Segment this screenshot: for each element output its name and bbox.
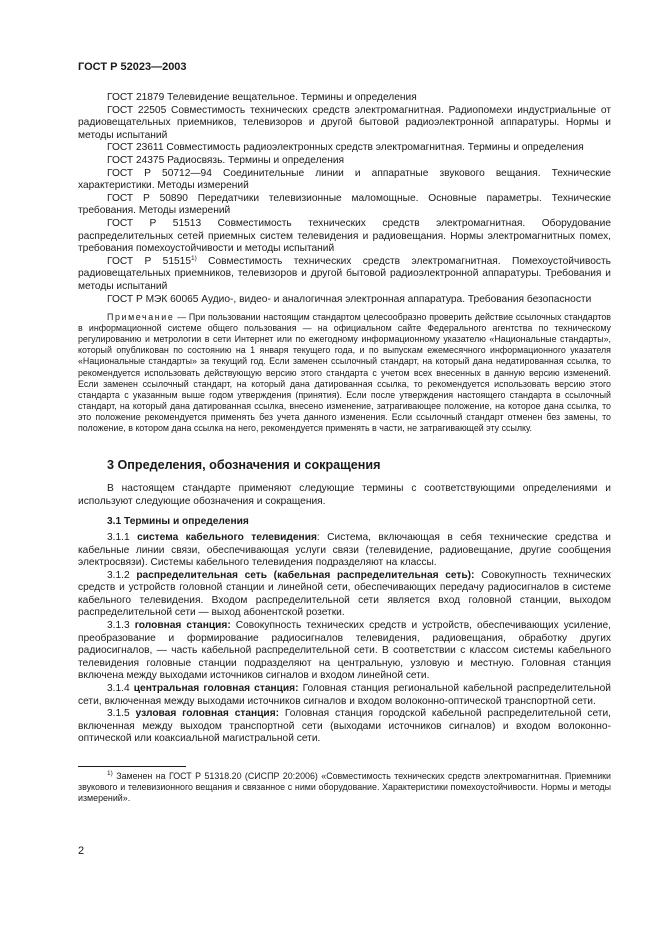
term-name: головная станция: (134, 620, 231, 632)
footnote-body: Заменен на ГОСТ Р 51318.20 (СИСПР 20:2006) «Совместимость технических средств электромагнитная. Приемники звукового и телевизионного вещания и связанное с ними оборудование. Характеристики помехоустойчивости. Нормы и методы измерений». (78, 771, 611, 804)
section-3-intro: В настоящем стандарте применяют следующие термины с соответствующими определениями и используют следующие обозначения и сокращения. (78, 483, 611, 507)
term-definition: : Система, включающая в себя технические средства и кабельные линии связи, обеспечивающая услуги связи (телевидение, радиовещание, другие сообщения электросвязи). Системы кабельного телевидения подразделяют на классы. (78, 531, 611, 569)
note-text: — При пользовании настоящим стандартом целесообразно проверить действие ссылочных стандартов в информационной системе общего пользования — на официальном сайте Федерального агентства по техническому регулированию и метрологии в сети Интернет или по ежегодному информационному указателю «Национальные стандарты», который опубликован по состоянию на 1 января текущего года, и по выпускам ежемесячного информационного указателя «Национальные стандарты» за текущий год. Если заменен ссылочный стандарт, на который дана недатированная ссылка, то рекомендуется использовать действующую версию этого стандарта с учетом всех внесенных в данную версию изменений. Если заменен ссылочный стандарт, на который дана датированная ссылка, то рекомендуется использовать версию этого стандарта с указанным выше годом утверждения (принятия). Если после утверждения настоящего стандарта в ссылочный стандарт, на который дана датированная ссылка, внесено изменение, затрагивающее положение, на которое дана ссылка, то это положение рекомендуется применять без учета данного изменения. Если ссылочный стандарт отменен без замены, то положение, в котором дана ссылка на него, рекомендуется применять в части, не затрагивающей эту ссылку. (78, 312, 611, 434)
note-label: Примечание (107, 312, 175, 323)
footnote-text (78, 771, 611, 805)
term-name: узловая головная станция: (135, 708, 280, 720)
term-number: 3.1.1 (107, 531, 138, 543)
ref-gost-r-iec-60065: ГОСТ Р МЭК 60065 Аудио-, видео- и аналогичная электронная аппаратура. Требования безопасности (107, 293, 592, 305)
ref-gost-r-51513: ГОСТ Р 51513 Совместимость технических средств электромагнитная. Оборудование распределительных сетей приемных систем телевидения и радиовещания. Нормы электромагнитных помех, требования помехоустойчивости и методы испытаний (78, 217, 611, 255)
footnote (78, 771, 611, 805)
term-3-1-3 (78, 620, 611, 683)
note-paragraph (78, 312, 611, 434)
term-name: система кабельного телевидения (137, 531, 317, 543)
term-name: центральная головная станция: (133, 683, 299, 695)
page-header: ГОСТ Р 52023—2003 (78, 61, 187, 73)
term-3-1-2 (78, 570, 611, 620)
term-number: 3.1.5 (107, 708, 136, 720)
footnote-mark: 1) (107, 770, 113, 777)
term-definition: Головная станция городской кабельной распределительной сети, включенная между выходом транспортной сети (выходами источников сигналов) и входом волоконно-оптической или коаксиальной магистральной сети. (78, 708, 611, 745)
ref-gost-r-50890: ГОСТ Р 50890 Передатчики телевизионные маломощные. Основные параметры. Технические требования. Методы измерений (78, 192, 611, 217)
term-number: 3.1.2 (107, 569, 137, 581)
section-3-title: 3 Определения, обозначения и сокращения (107, 458, 381, 473)
ref-gost-21879: ГОСТ 21879 Телевидение вещательное. Термины и определения (107, 92, 417, 103)
ref-gost-23611: ГОСТ 23611 Совместимость радиоэлектронных средств электромагнитная. Термины и определения (107, 142, 584, 154)
ref-gost-24375: ГОСТ 24375 Радиосвязь. Термины и определения (107, 154, 345, 166)
ref-gost-r-50712: ГОСТ Р 50712—94 Соединительные линии и аппаратные звукового вещания. Технические характеристики. Методы измерений (78, 167, 611, 192)
term-number: 3.1.4 (107, 683, 134, 695)
ref-code: ГОСТ Р 51515 (107, 255, 191, 267)
term-3-1-1 (78, 532, 611, 570)
term-3-1-5 (78, 708, 611, 746)
footnote-ref-mark: 1) (190, 254, 197, 262)
term-name: распределительная сеть (кабельная распределительная сеть): (136, 569, 475, 581)
subsection-3-1-title: 3.1 Термины и определения (107, 516, 249, 528)
term-3-1-4 (78, 683, 611, 708)
footnote-divider (78, 766, 186, 767)
page-number: 2 (78, 845, 85, 857)
term-number: 3.1.3 (107, 620, 135, 632)
term-definition: Головная станция региональной кабельной распределительной сети, включенная между выходами источников сигналов и входом волоконно-оптической транспортной сети. (78, 683, 611, 707)
ref-gost-22505: ГОСТ 22505 Совместимость технических средств электромагнитная. Радиопомехи индустриальные от радиовещательных приемников, телевизоров и другой бытовой радиоэлектронной аппаратуры. Нормы и методы испытаний (78, 104, 611, 141)
term-definition: Совокупность технических средств и устройств головной станции и линейной сети, обеспечивающих передачу радиосигналов в системе кабельного телевидения. Входом распределительной сети является вход головной станции, выходом распределительной сети — выход абонентской розетки. (78, 569, 611, 619)
ref-gost-r-51515 (78, 256, 611, 294)
ref-title: Совместимость технических средств электромагнитная. Помехоустойчивость радиовещательных приемников, телевизоров и другой бытовой радиоэлектронной аппаратуры. Требования и методы испытаний (78, 255, 611, 292)
term-definition: Совокупность технических средств и устройств, обеспечивающих усиление, преобразование и формирование радиосигналов телевидения, радиовещания, обработку других радиосигналов, — часть кабельной распределительной сети. В соответствии с классом системы кабельного телевидения головные станции подразделяют на центральную, узловую и местную. Головная станция включена между выходами источников сигналов и входом линейной сети. (78, 620, 611, 682)
page-body (78, 92, 611, 746)
